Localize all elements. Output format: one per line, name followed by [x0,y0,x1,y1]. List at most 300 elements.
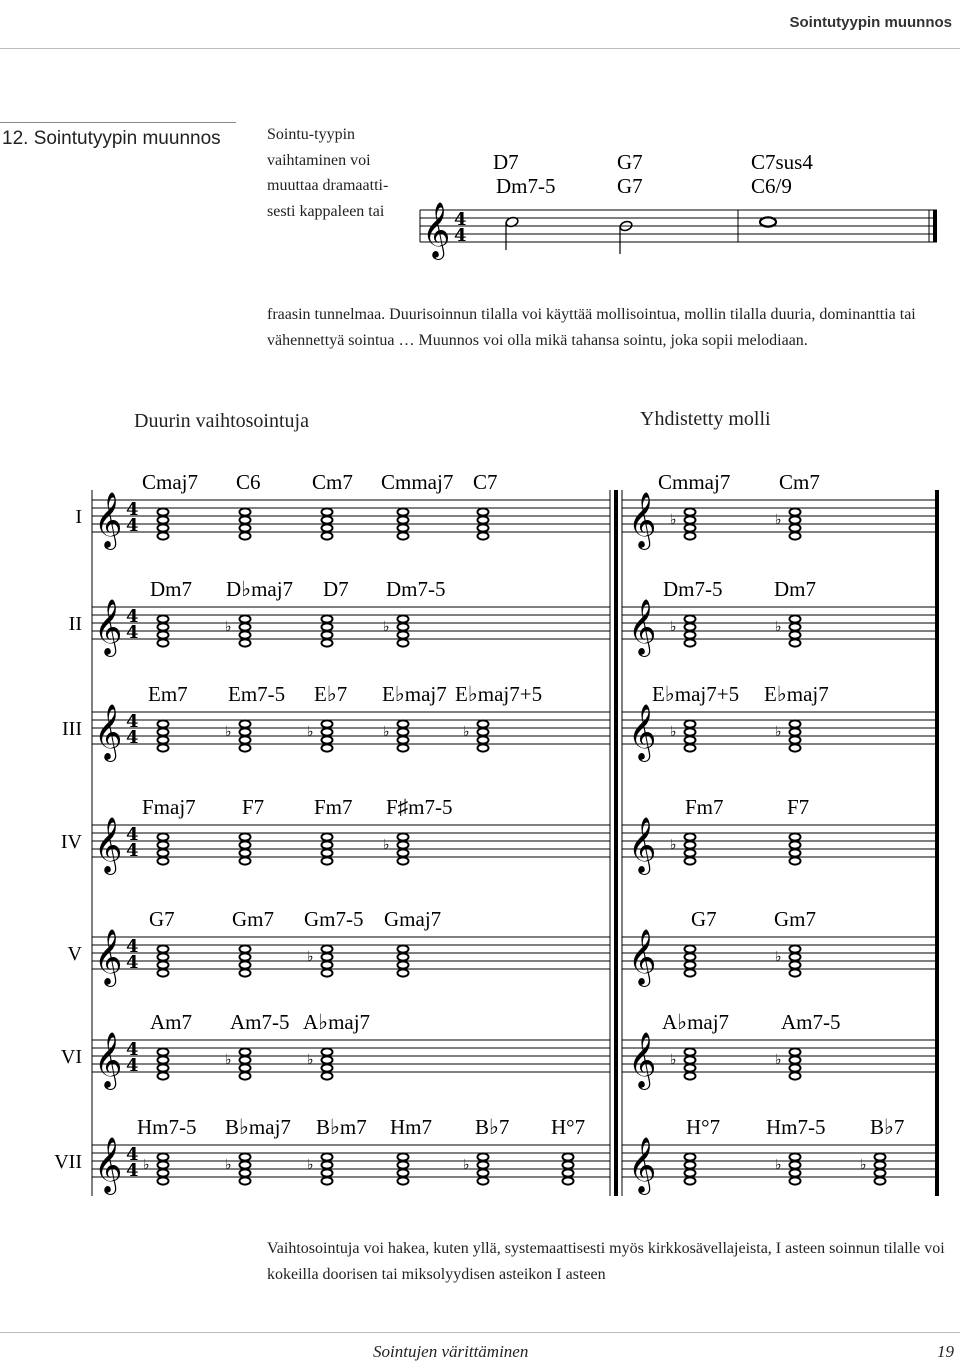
row-label: VI [60,1046,82,1068]
chord-note [685,1161,696,1168]
treble-clef-icon: 𝄞 [94,599,123,655]
flat-icon: ♭ [383,837,390,853]
chord-note [790,1153,801,1160]
chord-note [685,1177,696,1184]
chord-note [685,744,696,751]
chord-note [322,631,333,638]
flat-icon: ♭ [463,1157,470,1173]
chord-note [478,508,489,515]
chord-note [685,857,696,864]
chord-note [240,1169,251,1176]
chord-note [398,841,409,848]
chord-symbol: Cmaj7 [142,470,198,494]
chord-note [398,1153,409,1160]
chord-symbol: Em7 [148,682,188,706]
chord-note [563,1153,574,1160]
flat-icon: ♭ [225,724,232,740]
chord-note [158,849,169,856]
treble-clef-icon: 𝄞 [628,929,657,985]
chord-symbol: Dm7-5 [386,577,446,601]
final-barline [935,490,939,1196]
chord-symbol: F♯m7-5 [386,795,453,819]
chord-note [398,1169,409,1176]
chord-note [158,953,169,960]
chord-note [158,1056,169,1063]
chord-note [240,516,251,523]
chord-symbol: Dm7 [150,577,192,601]
chord-note [322,1169,333,1176]
flat-icon: ♭ [860,1157,867,1173]
chord-symbol: Cm7 [779,470,820,494]
chord-note [322,1056,333,1063]
chord-symbol: Cm7 [312,470,353,494]
time-signature: 4 [126,840,139,862]
chord-symbol: Gm7 [232,907,274,931]
chord-symbol: Gm7-5 [304,907,364,931]
chord-note [790,1161,801,1168]
chord-note [240,969,251,976]
chord-note [790,857,801,864]
chord-note [478,1153,489,1160]
chord-note [398,639,409,646]
treble-clef-icon: 𝄞 [94,1032,123,1088]
chord-note [158,1153,169,1160]
chord-symbol: E♭7 [314,682,348,706]
chord-note [790,961,801,968]
chord-note [563,1161,574,1168]
flat-icon: ♭ [670,512,677,528]
chord-note [322,945,333,952]
chord-symbol: E♭maj7+5 [652,682,740,706]
chord-note [240,623,251,630]
chord-note [398,615,409,622]
chord-symbol: H°7 [686,1115,721,1139]
chord-note [322,728,333,735]
chord-note [240,1064,251,1071]
chord-note [790,631,801,638]
chord-note [158,969,169,976]
chord-symbol: Hm7-5 [766,1115,826,1139]
running-header: Sointutyypin muunnos [789,14,952,31]
chord-note [790,516,801,523]
chord-note [322,833,333,840]
chord-symbol: G7 [149,907,175,931]
time-signature: 4 [126,515,139,537]
chord-note [478,728,489,735]
flat-icon: ♭ [775,512,782,528]
chord-note [240,1048,251,1055]
chord-note [158,1169,169,1176]
chord-symbol: Hm7 [390,1115,432,1139]
chord-note [478,744,489,751]
chord-note [398,945,409,952]
row-label: IV [60,831,82,853]
chord-note [685,720,696,727]
chord-note [398,623,409,630]
chord-note [240,744,251,751]
chord-note [790,744,801,751]
chord-note [685,1153,696,1160]
chord-symbol: F7 [242,795,265,819]
flat-icon: ♭ [383,619,390,635]
chord-note [322,623,333,630]
chord-note [478,1169,489,1176]
chord-note [398,524,409,531]
chord-symbol: H°7 [551,1115,586,1139]
chord-note [790,639,801,646]
chord-note [240,841,251,848]
chord-note [875,1169,886,1176]
flat-icon: ♭ [225,1157,232,1173]
row-label: II [68,613,82,635]
chord-note [322,1177,333,1184]
chord-symbol: Hm7-5 [137,1115,197,1139]
chord-symbol: B♭7 [870,1115,905,1139]
footer-book-title: Sointujen värittäminen [373,1342,529,1361]
treble-clef-icon: 𝄞 [628,599,657,655]
chord-note [685,615,696,622]
chord-note [790,720,801,727]
chord-note [685,1048,696,1055]
chord-symbol: Am7-5 [230,1010,290,1034]
flat-icon: ♭ [670,1052,677,1068]
treble-clef-icon: 𝄞 [94,929,123,985]
chord-note [322,1064,333,1071]
chord-note [790,841,801,848]
time-signature: 4 [126,1144,139,1166]
chord-note [322,841,333,848]
chord-note [240,849,251,856]
chord-note [240,736,251,743]
chord-note [158,631,169,638]
chord-note [398,857,409,864]
time-signature: 4 [126,1055,139,1077]
chord-note [322,1048,333,1055]
time-signature: 4 [126,936,139,958]
intro-text-narrow: Sointu-tyypin vaihtaminen voi muuttaa dramaatti-sesti kappaleen tai [267,126,389,220]
chord-note [322,516,333,523]
chord-note [322,1161,333,1168]
chord-note [240,728,251,735]
chord-note [875,1161,886,1168]
chord-note [158,728,169,735]
chord-note [398,532,409,539]
chord-symbol: F7 [787,795,810,819]
row-label: III [62,718,82,740]
example-chord-symbol: G7 [617,150,643,174]
chord-note [322,524,333,531]
flat-icon: ♭ [775,949,782,965]
chord-note [158,1064,169,1071]
chord-note [790,1177,801,1184]
chord-note [158,1161,169,1168]
flat-icon: ♭ [463,724,470,740]
chord-symbol: B♭maj7 [225,1115,291,1139]
chord-note [158,532,169,539]
footer-rule [0,1332,960,1333]
chord-note [322,744,333,751]
chord-note [685,623,696,630]
chord-note [398,720,409,727]
chord-note [240,1161,251,1168]
chord-note [158,615,169,622]
chord-note [240,945,251,952]
chord-note [322,532,333,539]
example-chord-symbol: C7sus4 [751,150,813,174]
chord-note [398,1161,409,1168]
chord-note [322,1072,333,1079]
chord-note [398,516,409,523]
chord-symbol: Gm7 [774,907,816,931]
chord-symbol: Cmmaj7 [381,470,454,494]
chord-note [240,1072,251,1079]
flat-icon: ♭ [383,724,390,740]
chord-symbol: A♭maj7 [662,1010,730,1034]
chord-symbol: Gmaj7 [384,907,442,931]
flat-icon: ♭ [143,1157,150,1173]
flat-icon: ♭ [307,1052,314,1068]
flat-icon: ♭ [225,1052,232,1068]
time-signature: 4 [126,824,139,846]
chord-note [790,1072,801,1079]
chord-note [685,1064,696,1071]
flat-icon: ♭ [775,1052,782,1068]
chord-note [875,1177,886,1184]
chord-note [240,631,251,638]
chord-note [398,849,409,856]
time-signature: 4 [126,952,139,974]
chord-symbol: Fm7 [314,795,353,819]
chord-symbol: D7 [323,577,349,601]
example-chord-symbol: D7 [493,150,519,174]
intro-text-wide: fraasin tunnelmaa. Duurisoinnun tilalla voi käyttää mollisointua, mollin tilalla duuria, dominanttia tai vähennettyä sointua … Muunnos voi olla mikä tahansa sointu, joka sopii melodiaan. [267,306,916,349]
chord-note [685,728,696,735]
chord-note [398,508,409,515]
chord-note [685,736,696,743]
chord-note [158,945,169,952]
chord-note [478,1161,489,1168]
chord-note [240,1153,251,1160]
chord-note [158,1072,169,1079]
chord-symbol: Dm7 [774,577,816,601]
time-signature: 4 [454,225,467,247]
chord-note [240,532,251,539]
chord-note [563,1177,574,1184]
treble-clef-icon: 𝄞 [94,1137,123,1193]
time-signature: 4 [126,606,139,628]
chord-note [322,736,333,743]
chord-note [322,1153,333,1160]
treble-clef-icon: 𝄞 [628,492,657,548]
chord-note [790,524,801,531]
chord-note [322,969,333,976]
left-table-heading: Duurin vaihtosointuja [134,410,309,432]
chord-note [790,508,801,515]
chord-note [240,1056,251,1063]
chord-note [790,1048,801,1055]
chord-symbol: Fm7 [685,795,724,819]
flat-icon: ♭ [670,619,677,635]
chord-symbol: E♭maj7 [764,682,829,706]
chord-note [322,953,333,960]
chord-note [685,532,696,539]
flat-icon: ♭ [775,619,782,635]
chord-symbol: C7 [473,470,498,494]
chord-note [478,720,489,727]
chord-note [685,961,696,968]
time-signature: 4 [126,711,139,733]
example-chord-symbol: C6/9 [751,174,792,198]
flat-icon: ♭ [775,1157,782,1173]
flat-icon: ♭ [225,619,232,635]
chord-note [685,841,696,848]
chord-note [322,720,333,727]
chord-symbol: Dm7-5 [663,577,723,601]
chord-note [685,833,696,840]
chord-note [240,833,251,840]
treble-clef-icon: 𝄞 [628,1032,657,1088]
time-signature: 4 [126,499,139,521]
chord-note [790,615,801,622]
chord-note [158,736,169,743]
chord-note [685,1056,696,1063]
chord-note [322,961,333,968]
flat-icon: ♭ [670,724,677,740]
chord-note [322,615,333,622]
time-signature: 4 [126,727,139,749]
chord-note [790,736,801,743]
chord-note [790,1169,801,1176]
chord-note [240,720,251,727]
chord-symbol: B♭7 [475,1115,510,1139]
chord-note [875,1153,886,1160]
chord-note [790,728,801,735]
chord-note [240,615,251,622]
chord-note [398,953,409,960]
chord-symbol: A♭maj7 [303,1010,371,1034]
chord-note [322,849,333,856]
chord-note [685,945,696,952]
chord-symbol: Am7 [150,1010,192,1034]
chord-note [685,639,696,646]
chord-symbol: E♭maj7+5 [455,682,543,706]
chord-symbol: D♭maj7 [226,577,294,601]
chord-note [322,639,333,646]
treble-clef-icon: 𝄞 [94,817,123,873]
chord-note [790,623,801,630]
chord-symbol: E♭maj7 [382,682,447,706]
chord-note [158,516,169,523]
chord-note [398,833,409,840]
chord-note [790,945,801,952]
chord-note [790,833,801,840]
chord-note [478,736,489,743]
chord-note [240,524,251,531]
chord-symbol: C6 [236,470,261,494]
flat-icon: ♭ [307,1157,314,1173]
chord-note [478,532,489,539]
treble-clef-icon: 𝄞 [94,492,123,548]
chord-note [685,631,696,638]
chord-note [790,849,801,856]
chord-note [398,969,409,976]
chord-note [563,1169,574,1176]
chord-note [398,631,409,638]
chord-symbol: Fmaj7 [142,795,196,819]
chord-symbol: Cmmaj7 [658,470,731,494]
chord-note [685,1072,696,1079]
chord-note [158,744,169,751]
chord-note [240,857,251,864]
chord-note [398,1177,409,1184]
chord-note [158,623,169,630]
chord-note [158,1177,169,1184]
chord-note [158,1048,169,1055]
flat-icon: ♭ [307,724,314,740]
chord-note [790,532,801,539]
chord-note [478,1177,489,1184]
flat-icon: ♭ [670,837,677,853]
chord-note [240,953,251,960]
chord-note [398,744,409,751]
chord-note [685,508,696,515]
chord-symbol: Em7-5 [228,682,286,706]
chord-note [790,969,801,976]
chord-note [240,961,251,968]
chord-note [158,720,169,727]
time-signature: 4 [126,1160,139,1182]
chord-note [790,1064,801,1071]
chord-symbol: B♭m7 [316,1115,367,1139]
chord-note [478,524,489,531]
row-label: I [75,506,82,528]
chord-symbol: Am7-5 [781,1010,841,1034]
flat-icon: ♭ [307,949,314,965]
chord-note [790,953,801,960]
chord-note [240,1177,251,1184]
chord-note [158,833,169,840]
chord-note [685,1169,696,1176]
chord-note [685,953,696,960]
chord-note [398,736,409,743]
chord-symbol: G7 [691,907,717,931]
page-number: 19 [937,1342,954,1361]
chord-note [685,516,696,523]
chord-note [398,728,409,735]
example-chord-symbol: G7 [617,174,643,198]
chord-note [790,1056,801,1063]
treble-clef-icon: 𝄞 [628,817,657,873]
treble-clef-icon: 𝄞 [94,704,123,760]
chord-note [322,857,333,864]
flat-icon: ♭ [775,724,782,740]
example-chord-symbol: Dm7-5 [496,174,556,198]
chord-note [398,961,409,968]
treble-clef-icon: 𝄞 [422,202,451,258]
right-table-heading: Yhdistetty molli [640,408,771,430]
time-signature: 4 [454,209,467,231]
chord-note [685,969,696,976]
time-signature: 4 [126,622,139,644]
chord-note [158,841,169,848]
chord-note [158,961,169,968]
chord-note [240,639,251,646]
chord-note [478,516,489,523]
section-title: 12. Sointutyypin muunnos [2,128,221,149]
double-barline [614,490,618,1196]
chord-note [685,849,696,856]
chord-note [322,508,333,515]
